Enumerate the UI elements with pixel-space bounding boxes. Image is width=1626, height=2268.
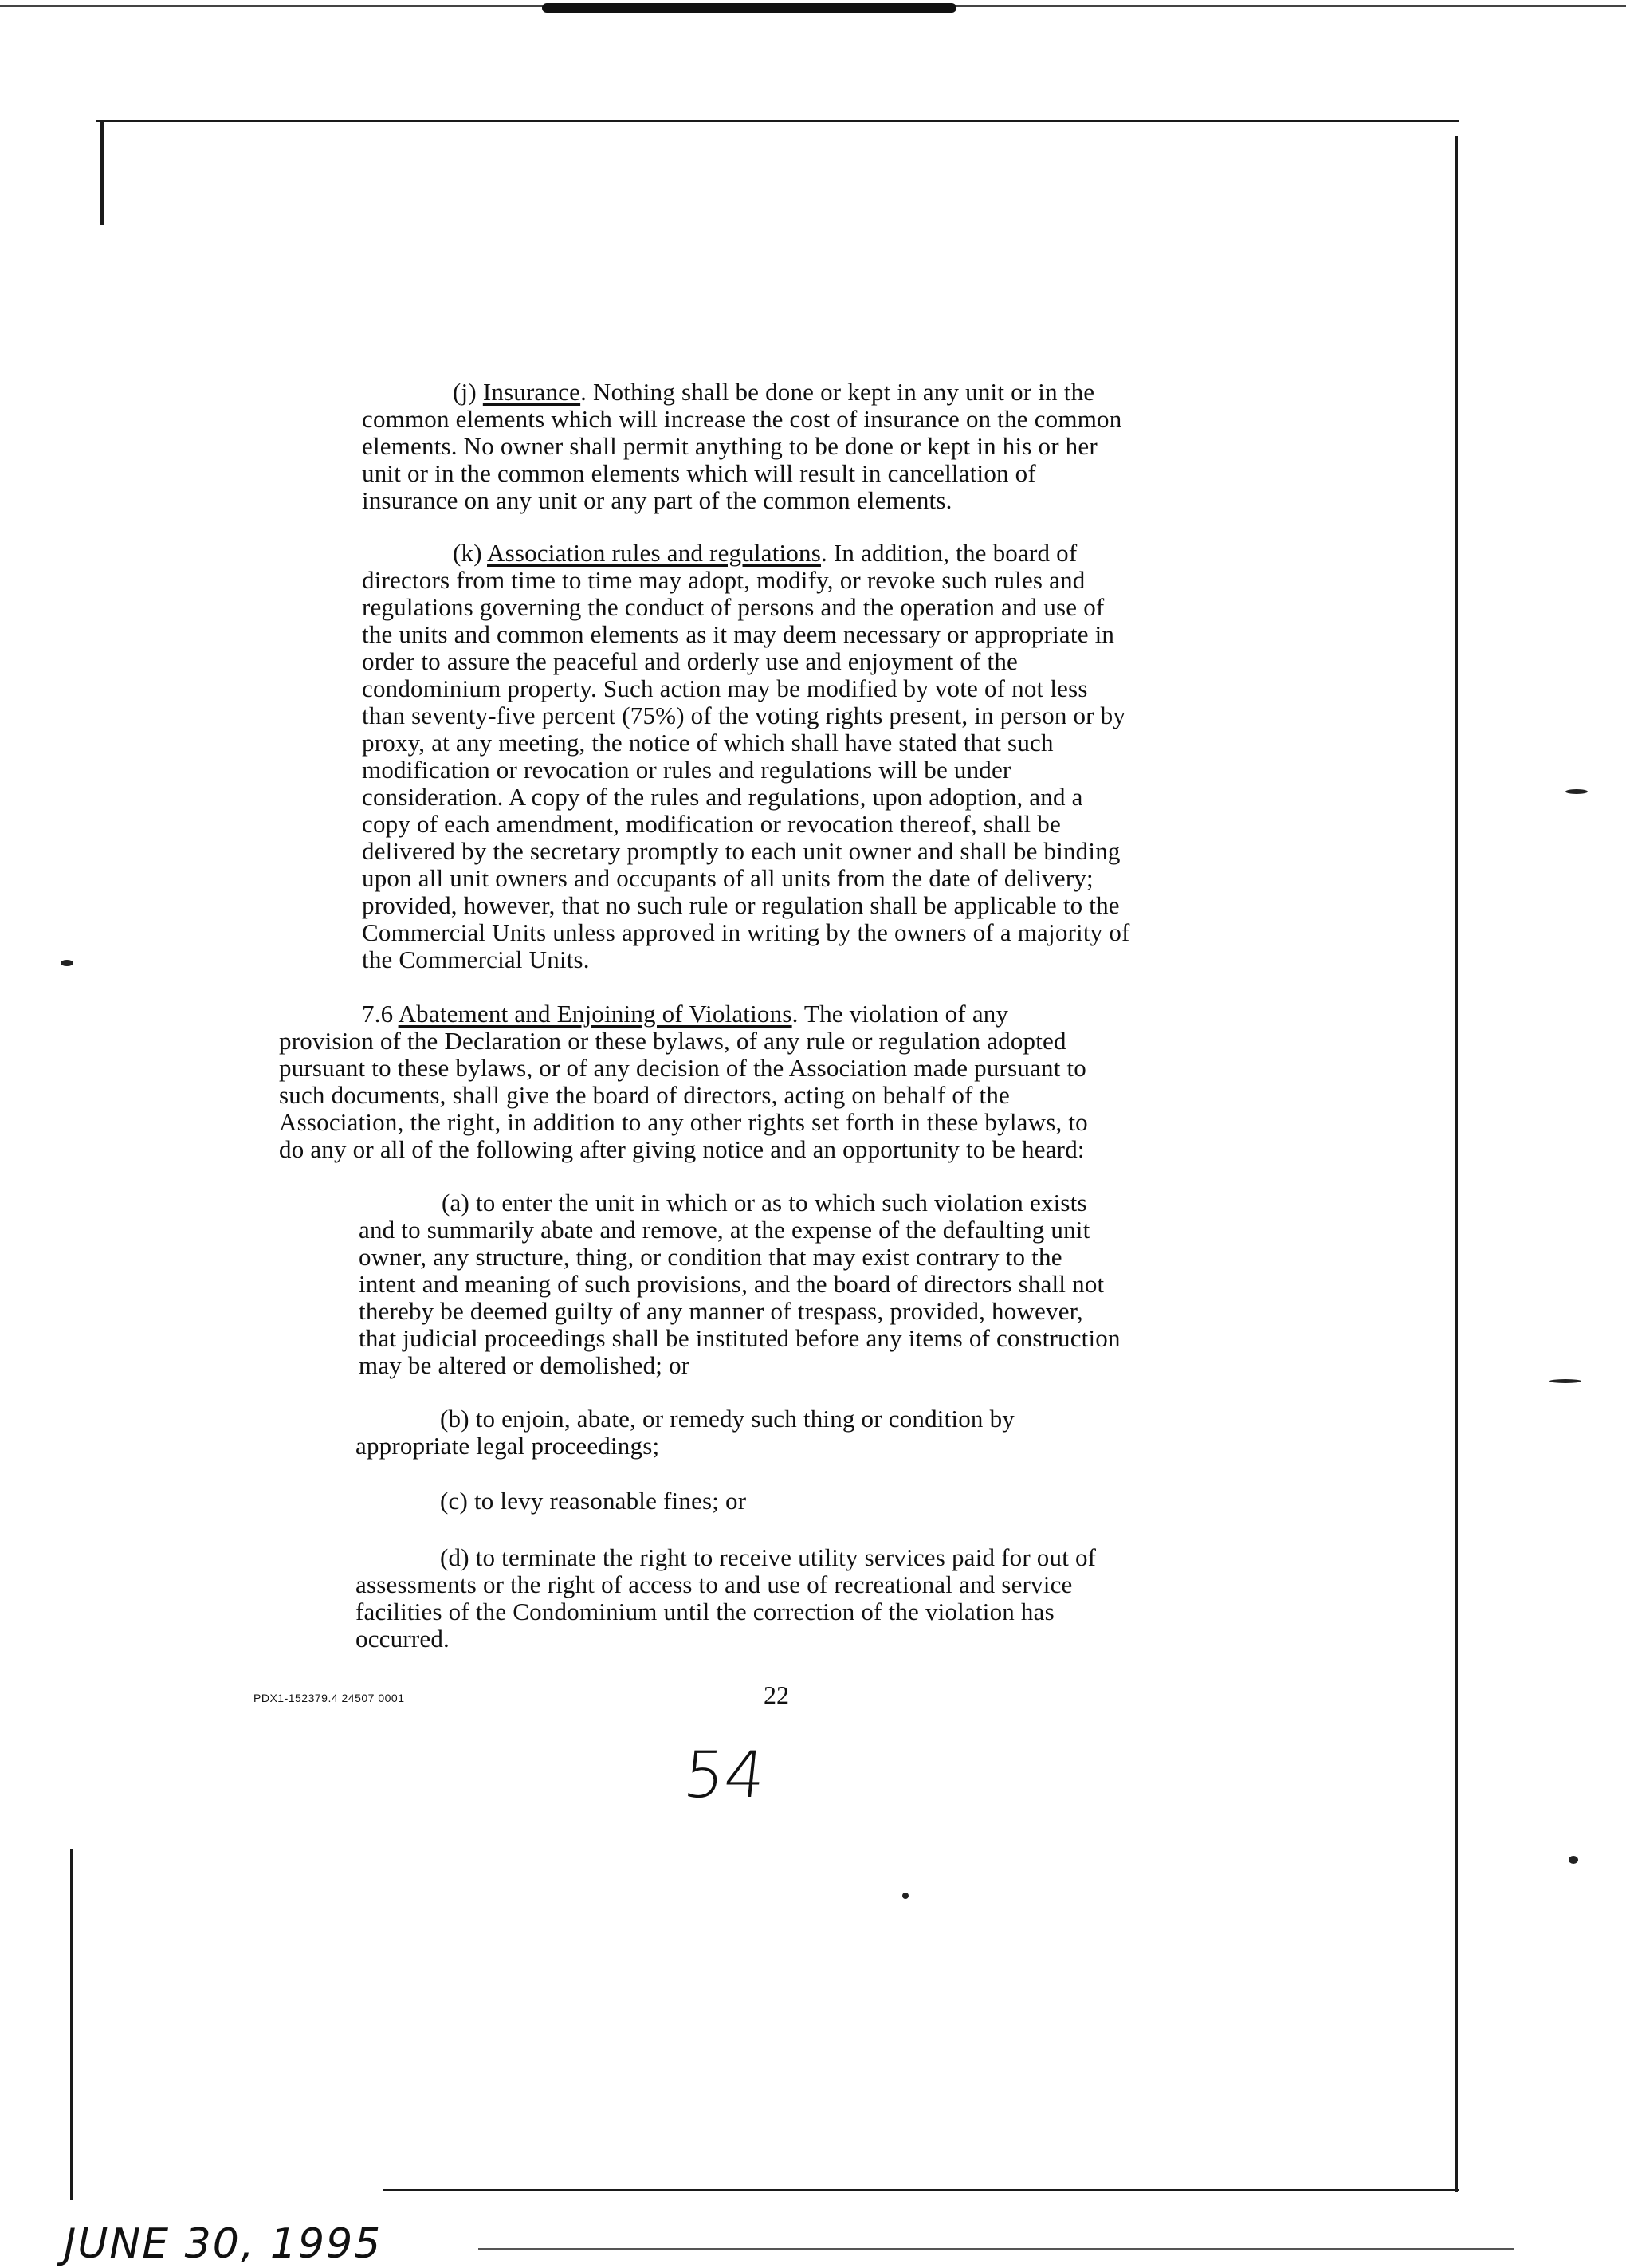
scan-speck [1565, 789, 1588, 794]
text-line: and to summarily abate and remove, at the expense of the defaulting unit [359, 1216, 1090, 1244]
text-line: regulations governing the conduct of persons and the operation and use of [362, 593, 1105, 621]
text-line: (j) Insurance. Nothing shall be done or kept in any unit or in the [453, 378, 1095, 406]
text-line: such documents, shall give the board of directors, acting on behalf of the [279, 1081, 1010, 1109]
frame-top-rule [96, 120, 1459, 122]
text-line: copy of each amendment, modification or revocation thereof, shall be [362, 810, 1061, 838]
text-line: owner, any structure, thing, or condition that may exist contrary to the [359, 1243, 1062, 1271]
item-b [355, 1405, 1015, 1460]
text-line: may be altered or demolished; or [359, 1351, 690, 1379]
section-heading: Association rules and regulations [487, 539, 821, 567]
section-heading: Insurance [482, 378, 581, 406]
section-7-6-abatement [279, 1000, 1088, 1163]
scan-top-smudge [542, 3, 956, 13]
text-line: intent and meaning of such provisions, and the board of directors shall not [359, 1270, 1105, 1298]
item-c [355, 1488, 746, 1515]
scan-speck [902, 1893, 909, 1899]
text-line: condominium property. Such action may be modified by vote of not less [362, 674, 1088, 702]
frame-left-rule-bottom [70, 1849, 73, 2200]
text-line: provision of the Declaration or these bylaws, of any rule or regulation adopted [279, 1027, 1066, 1055]
text-line: (a) to enter the unit in which or as to which such violation exists [442, 1189, 1087, 1217]
text-line: (d) to terminate the right to receive utility services paid for out of [440, 1543, 1097, 1571]
text-line: elements. No owner shall permit anything to be done or kept in his or her [362, 432, 1098, 460]
text-line: upon all unit owners and occupants of all units from the date of delivery; [362, 864, 1094, 892]
scan-speck [1549, 1379, 1581, 1383]
page-number: 22 [764, 1680, 789, 1709]
item-a [359, 1189, 1121, 1379]
text-line: proxy, at any meeting, the notice of which shall have stated that such [362, 729, 1054, 757]
text-line: thereby be deemed guilty of any manner of trespass, provided, however, [359, 1297, 1083, 1325]
text-line: appropriate legal proceedings; [355, 1432, 660, 1460]
text-line: 7.6 Abatement and Enjoining of Violations. The violation of any [362, 1000, 1009, 1028]
text-line: assessments or the right of access to and use of recreational and service [355, 1570, 1073, 1598]
text-line: common elements which will increase the cost of insurance on the common [362, 405, 1122, 433]
scan-bottom-edge [478, 2248, 1514, 2250]
text-line: than seventy-five percent (75%) of the voting rights present, in person or by [362, 702, 1126, 729]
scan-speck [1569, 1856, 1578, 1864]
text-line: (c) to levy reasonable fines; or [440, 1487, 747, 1515]
text-line: the units and common elements as it may deem necessary or appropriate in [362, 620, 1115, 648]
item-d [355, 1544, 1096, 1653]
text-line: do any or all of the following after giving notice and an opportunity to be heard: [279, 1135, 1085, 1163]
text-line: consideration. A copy of the rules and regulations, upon adoption, and a [362, 783, 1083, 811]
text-line: Commercial Units unless approved in writing by the owners of a majority of [362, 918, 1130, 946]
text-line: unit or in the common elements which will result in cancellation of [362, 459, 1036, 487]
text-line: facilities of the Condominium until the correction of the violation has [355, 1598, 1055, 1625]
text-line: directors from time to time may adopt, modify, or revoke such rules and [362, 566, 1086, 594]
frame-bottom-rule [383, 2189, 1459, 2191]
section-j-insurance [362, 379, 1121, 514]
handwritten-date: JUNE 30, 1995 [64, 2220, 383, 2268]
text-line: pursuant to these bylaws, or of any decision of the Association made pursuant to [279, 1054, 1086, 1082]
text-line: delivered by the secretary promptly to each unit owner and shall be binding [362, 837, 1121, 865]
text-line: that judicial proceedings shall be instituted before any items of construction [359, 1324, 1121, 1352]
frame-right-rule [1455, 136, 1458, 2192]
text-line: insurance on any unit or any part of the common elements. [362, 486, 952, 514]
text-line: occurred. [355, 1625, 450, 1653]
text-line: provided, however, that no such rule or regulation shall be applicable to the [362, 891, 1120, 919]
text-line: order to assure the peaceful and orderly use and enjoyment of the [362, 647, 1018, 675]
text-line: Association, the right, in addition to any other rights set forth in these bylaws, to [279, 1108, 1088, 1136]
scan-speck [61, 960, 73, 966]
frame-left-rule-top [100, 121, 104, 225]
text-line: modification or revocation or rules and regulations will be under [362, 756, 1011, 784]
text-line: (k) Association rules and regulations. In addition, the board of [453, 539, 1078, 567]
text-line: the Commercial Units. [362, 945, 590, 973]
section-heading: Abatement and Enjoining of Violations [398, 1000, 792, 1028]
document-id: PDX1-152379.4 24507 0001 [253, 1692, 405, 1704]
text-line: (b) to enjoin, abate, or remedy such thing or condition by [440, 1405, 1015, 1433]
section-k-rules [362, 540, 1130, 973]
handwritten-page-number: 54 [680, 1738, 769, 1812]
